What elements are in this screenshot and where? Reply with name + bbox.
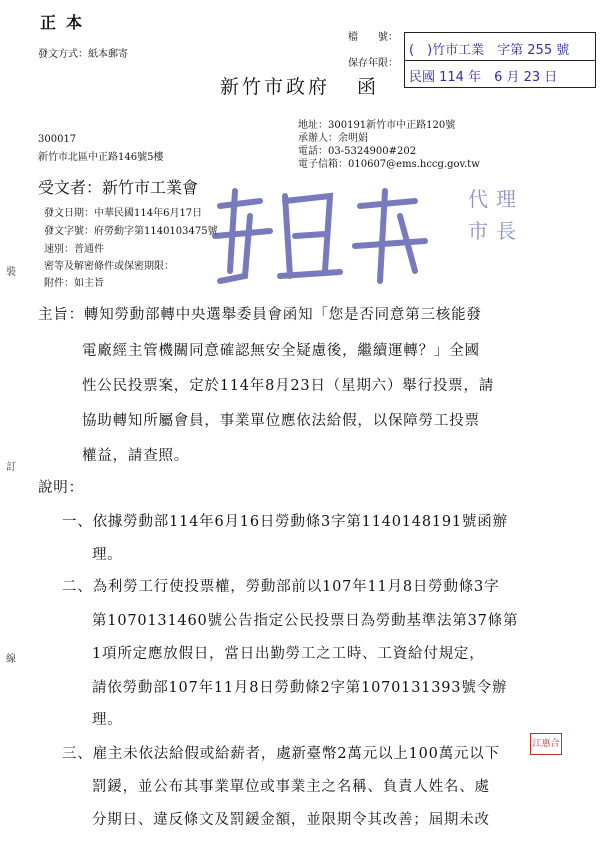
- margin-mark-staple: 訂: [6, 462, 16, 473]
- recipient-postal: 300017: [38, 134, 77, 145]
- attachment: 附件：如主旨: [44, 278, 104, 289]
- item-line: 分期日、違反條文及罰鍰金額，並限期令其改善；屆期未改: [92, 812, 490, 828]
- phone-line: 電話：03-5324900#202: [298, 146, 417, 157]
- item-line: 理。: [92, 712, 123, 728]
- doc-kind: 函: [357, 76, 377, 98]
- item-line: 第1070131460號公告指定公民投票日為勞動基準法第37條第: [92, 613, 519, 629]
- item-line: 理。: [92, 547, 123, 563]
- keep-value: 民國 114 年 6 月 23 日: [409, 70, 558, 85]
- keep-label: 保存年限：: [348, 58, 398, 69]
- item-line: 一、依據勞動部114年6月16日勞動條3字第1140148191號函辦: [62, 514, 508, 530]
- item-line: 罰鍰，並公布其事業單位或事業主之名稱、負責人姓名、處: [92, 779, 490, 795]
- archive-value: ( )竹市工業 字第 255 號: [409, 43, 570, 58]
- margin-mark-line: 線: [6, 654, 16, 665]
- item-line: 二、為利勞工行使投票權，勞動部前以107年11月8日勞動條3字: [62, 579, 500, 595]
- subject-line: 主旨：轉知勞動部轉中央選舉委員會函知「您是否同意第三核能發: [38, 307, 482, 323]
- issue-number: 發文字號：府勞動字第1140103475號: [44, 226, 218, 237]
- official-seal-stamp: [200, 176, 520, 294]
- secrecy: 密等及解密條件或保密期限：: [44, 261, 174, 272]
- recipient: 受文者：新竹市工業會: [38, 178, 199, 197]
- email-line: 電子信箱：010607@ems.hccg.gov.tw: [298, 159, 480, 170]
- subject-line: 權益，請查照。: [82, 448, 190, 464]
- item-line: 1項所定應放假日，當日出勤勞工之工時、工資給付規定，: [92, 646, 485, 662]
- issuer-title: 新竹市政府: [220, 76, 331, 98]
- svg-text:代: 代: [468, 187, 488, 211]
- explain-label: 說明：: [38, 480, 84, 496]
- subject-line: 協助轉知所屬會員，事業單位應依法給假，以保障勞工投票: [82, 413, 480, 429]
- svg-text:市: 市: [468, 219, 488, 243]
- svg-text:理: 理: [496, 187, 516, 211]
- urgency: 速別：普通件: [44, 244, 104, 255]
- recipient-address: 新竹市北區中正路146號5樓: [38, 152, 164, 163]
- send-method: 發文方式：紙本郵寄: [38, 49, 128, 60]
- margin-mark-bind: 裝: [6, 267, 16, 278]
- subject-line: 電廠經主管機關同意確認無安全疑慮後，繼續運轉？」全國: [82, 343, 480, 359]
- issue-date: 發文日期：中華民國114年6月17日: [44, 208, 203, 219]
- file-number-box: [404, 32, 596, 88]
- copy-type: 正本: [40, 13, 93, 32]
- handler-line: 承辦人：余明娟: [298, 133, 368, 144]
- address-line: 地址：300191新竹市中正路120號: [298, 120, 456, 131]
- item-line: 三、雇主未依法給假或給薪者，處新臺幣2萬元以上100萬元以下: [62, 746, 500, 762]
- svg-text:長: 長: [496, 219, 516, 243]
- subject-line: 性公民投票案，定於114年8月23日（星期六）舉行投票，請: [82, 378, 495, 394]
- archive-label: 檔 號：: [348, 32, 398, 43]
- item-line: 請依勞動部107年11月8日勞動條2字第1070131393號令辦: [92, 680, 508, 696]
- small-red-seal: 江惠合: [530, 733, 562, 755]
